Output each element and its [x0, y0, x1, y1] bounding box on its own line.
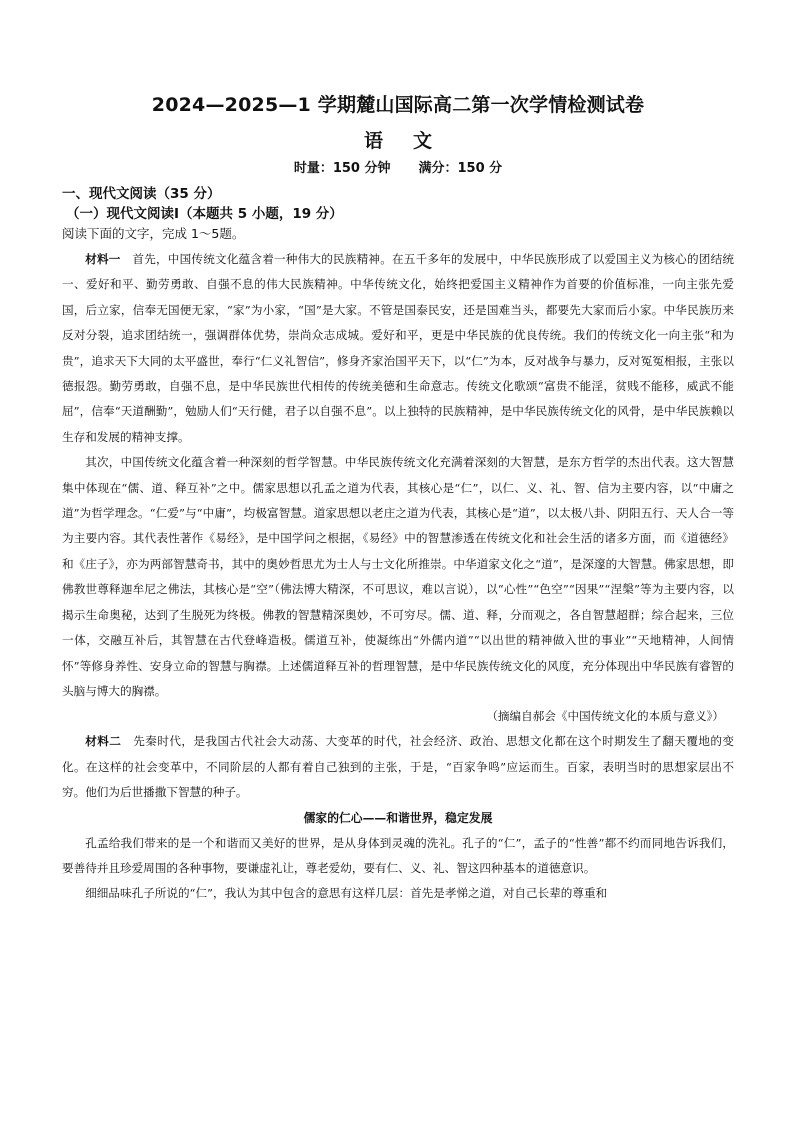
exam-meta — [62, 160, 734, 178]
subject-title — [62, 128, 734, 154]
material-one-paragraph-1 — [62, 247, 734, 450]
exam-title: 2024—2025—1 学期麓山国际高二第一次学情检测试卷 — [151, 94, 645, 116]
exam-page — [62, 92, 734, 907]
material-one-source: （摘编自郝会《中国传统文化的本质与意义》） — [486, 709, 724, 724]
material-two-text-1: 先秦时代，是我国古代社会大动荡、大变革的时代，社会经济、政治、思想文化都在这个时期发生了翻天覆地的变化。在这样的社会变革中，不同阶层的人都有着自己独到的主张，于是，“百家争鸣”应运而生。百家，表明当时的思想家层出不穷。他们为后世播撒下智慧的种子。 — [62, 734, 734, 800]
full-score: 满分：150 分 — [418, 161, 503, 176]
material-two-paragraph-3: 细细品味孔子所说的“仁”，我认为其中包含的意思有这样几层：首先是孝悌之道，对自己长辈的尊重和 — [85, 886, 608, 901]
subject-char-2: 文 — [413, 130, 433, 152]
material-two-heading: 儒家的仁心——和谐世界，稳定发展 — [303, 810, 493, 825]
material-one-paragraph-2: 其次，中国传统文化蕴含着一种深刻的哲学智慧。中华民族传统文化充满着深刻的大智慧，是东方哲学的杰出代表。这大智慧集中体现在“儒、道、释互补”之中。儒家思想以孔孟之道为代表，其核心是“仁”，以仁、义、礼、智、信为主要内容，以“中庸之道”为哲学理念。“仁爱”与“中庸”，均极富智慧。道家思想以老庄之道为代表，其核心是“道”，以太极八卦、阴阳五行、天人合一等为主要内容。其代表性著作《易经》，是中国学问之根据，《易经》中的智慧渗透在传统文化和社会生活的诸多方面，而《道德经》和《庄子》，亦为两部智慧奇书，其中的奥妙哲思尤为士人与士文化所推崇。中华道家文化之“道”，是深邃的大智慧。佛家思想，即佛教世尊释迦牟尼之佛法，其核心是“空”（佛法博大精深，不可思议，难以言说），以“心性”“色空”“因果”“涅槃”等为主要内容，以揭示生命奥秘，达到了生脱死为终极。佛教的智慧精深奥妙，不可穷尽。儒、道、释，分而观之，各自智慧超群；综合起来，三位一体，交融互补后，其智慧在古代登峰造极。儒道互补，使凝练出“外儒内道”“以出世的精神做入世的事业”“天地精神，人间情怀”等修身养性、安身立命的智慧与胸襟。上述儒道释互补的哲理智慧，是中华民族传统文化的风度，充分体现出中华民族有睿智的头脑与博大的胸襟。 — [62, 455, 734, 698]
subsection-title: （一）现代文阅读Ⅰ（本题共 5 小题，19 分） — [66, 206, 343, 222]
subject-char-1: 语 — [363, 130, 383, 152]
material-two-label: 材料二 — [85, 734, 122, 749]
material-two-paragraph-1 — [62, 729, 734, 805]
time-limit: 时量：150 分钟 — [293, 161, 391, 176]
instruction-text: 阅读下面的文字，完成 1～5题。 — [62, 226, 245, 241]
material-two-paragraph-2: 孔孟给我们带来的是一个和谐而又美好的世界，是从身体到灵魂的洗礼。孔子的“仁”，孟子的“性善”都不约而同地告诉我们，要善待并且珍爱周围的各种事物，要谦虚礼让，尊老爱幼，要有仁、义、礼、智这四种基本的道德意识。 — [62, 835, 734, 875]
section-title: 一、现代文阅读（35 分） — [62, 186, 221, 202]
material-one-label: 材料一 — [85, 252, 121, 266]
material-one-text-1: 首先，中国传统文化蕴含着一种伟大的民族精神。在五千多年的发展中，中华民族形成了以爱国主义为核心的团结统一、爱好和平、勤劳勇敢、自强不息的伟大民族精神。中华传统文化，始终把爱国主义精神作为首要的价值标准，一向主张先爱国，后立家，信奉无国便无家，“家”为小家，“国”是大家。不管是国泰民安，还是国难当头，都要先大家而后小家。中华民族历来反对分裂，追求团结统一，强调群体优势，崇尚众志成城。爱好和平，更是中华民族的优良传统。我们的传统文化一向主张“和为贵”，追求天下大同的太平盛世，奉行“仁义礼智信”，修身齐家治国平天下，以“仁”为本，反对战争与暴力，反对冤冤相报，主张以德报怨。勤劳勇敢，自强不息，是中华民族世代相传的传统美德和生命意志。传统文化歌颂“富贵不能淫，贫贱不能移，威武不能屈”，信奉“天道酬勤”，勉励人们“天行健，君子以自强不息”。以上独特的民族精神，是中华民族传统文化的风骨，是中华民族赖以生存和发展的精神支撑。 — [62, 252, 734, 444]
